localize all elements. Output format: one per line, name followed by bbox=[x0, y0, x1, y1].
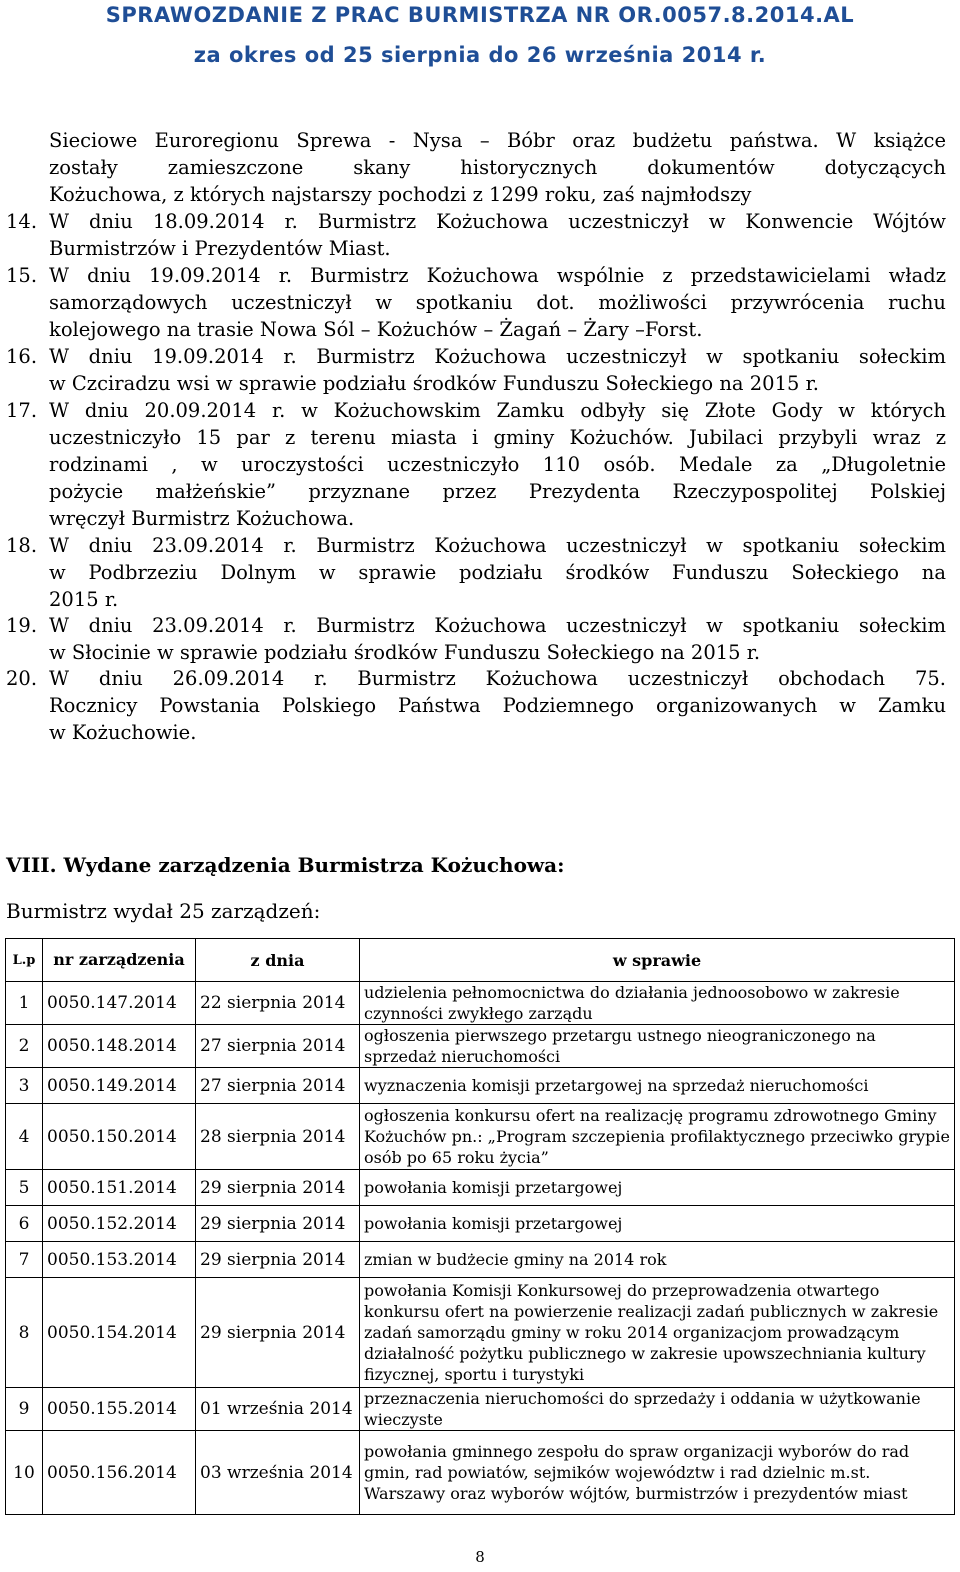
text-line: w Podbrzeziu Dolnym w sprawie podziału środków Funduszu Sołeckiego na bbox=[49, 561, 946, 584]
orders-table bbox=[5, 938, 955, 1515]
cell-subject: powołania komisji przetargowej bbox=[360, 1170, 955, 1206]
text-line: W dniu 26.09.2014 r. Burmistrz Kożuchowa uczestniczył obchodach 75. bbox=[49, 667, 946, 690]
text-line: Burmistrzów i Prezydentów Miast. bbox=[49, 237, 391, 260]
cell-nr: 0050.154.2014 bbox=[43, 1278, 196, 1388]
text-line: W dniu 20.09.2014 r. w Kożuchowskim Zamku odbyły się Złote Gody w których bbox=[49, 399, 946, 422]
text-line: w Słocinie w sprawie podziału środków Funduszu Sołeckiego na 2015 r. bbox=[49, 641, 761, 664]
cell-subject: powołania gminnego zespołu do spraw organizacji wyborów do rad gmin, rad powiatów, sejmików województw i rad dzielnic m.st. Warszawy oraz wyborów wójtów, burmistrzów i prezydentów miast bbox=[360, 1431, 955, 1515]
cell-nr: 0050.155.2014 bbox=[43, 1388, 196, 1431]
table-row bbox=[6, 1170, 955, 1206]
header-date: z dnia bbox=[196, 939, 360, 982]
cell-subject: powołania komisji przetargowej bbox=[360, 1206, 955, 1242]
cell-lp: 10 bbox=[6, 1431, 43, 1515]
item-number-18: 18. bbox=[6, 534, 38, 557]
table-body bbox=[6, 982, 955, 1515]
cell-lp: 5 bbox=[6, 1170, 43, 1206]
section-title: Wydane zarządzenia Burmistrza Kożuchowa: bbox=[56, 853, 565, 877]
cell-nr: 0050.151.2014 bbox=[43, 1170, 196, 1206]
cell-date: 29 sierpnia 2014 bbox=[196, 1278, 360, 1388]
cell-lp: 3 bbox=[6, 1068, 43, 1104]
text-line: Rocznicy Powstania Polskiego Państwa Podziemnego organizowanych w Zamku bbox=[49, 694, 946, 717]
paragraph-17 bbox=[49, 397, 946, 532]
text-line: uczestniczyło 15 par z terenu miasta i gminy Kożuchów. Jubilaci przybyli wraz z bbox=[49, 426, 946, 449]
cell-date: 28 sierpnia 2014 bbox=[196, 1104, 360, 1170]
cell-subject: ogłoszenia konkursu ofert na realizację programu zdrowotnego Gminy Kożuchów pn.: „Program szczepienia profilaktycznego przeciwko grypie osób po 65 roku życia” bbox=[360, 1104, 955, 1170]
cell-nr: 0050.148.2014 bbox=[43, 1025, 196, 1068]
text-line: pożycie małżeńskie” przyznane przez Prezydenta Rzeczypospolitej Polskiej bbox=[49, 480, 946, 503]
cell-subject: udzielenia pełnomocnictwa do działania jednoosobowo w zakresie czynności zwykłego zarządu bbox=[360, 982, 955, 1025]
page-number: 8 bbox=[475, 1548, 485, 1566]
paragraph-13 bbox=[49, 127, 946, 208]
cell-lp: 4 bbox=[6, 1104, 43, 1170]
text-line: wręczył Burmistrz Kożuchowa. bbox=[49, 507, 355, 530]
table-row bbox=[6, 982, 955, 1025]
text-line: w Kożuchowie. bbox=[49, 721, 197, 744]
cell-lp: 7 bbox=[6, 1242, 43, 1278]
cell-lp: 2 bbox=[6, 1025, 43, 1068]
header-nr: nr zarządzenia bbox=[43, 939, 196, 982]
cell-lp: 1 bbox=[6, 982, 43, 1025]
cell-subject: zmian w budżecie gminy na 2014 rok bbox=[360, 1242, 955, 1278]
text-line: w Czciradzu wsi w sprawie podziału środków Funduszu Sołeckiego na 2015 r. bbox=[49, 372, 819, 395]
section-intro: Burmistrz wydał 25 zarządzeń: bbox=[6, 899, 321, 923]
text-line: W dniu 23.09.2014 r. Burmistrz Kożuchowa uczestniczył w spotkaniu sołeckim bbox=[49, 534, 946, 557]
cell-nr: 0050.156.2014 bbox=[43, 1431, 196, 1515]
cell-nr: 0050.147.2014 bbox=[43, 982, 196, 1025]
cell-lp: 9 bbox=[6, 1388, 43, 1431]
item-number-19: 19. bbox=[6, 614, 38, 637]
cell-subject: wyznaczenia komisji przetargowej na sprzedaż nieruchomości bbox=[360, 1068, 955, 1104]
paragraph-19 bbox=[49, 612, 946, 666]
cell-subject: powołania Komisji Konkursowej do przeprowadzenia otwartego konkursu ofert na powierzenie realizacji zadań publicznych w zakresie zadań samorządu gminy w roku 2014 organizacjom prowadzącym działalność pożytku publicznego w zakresie upowszechniania kultury fizycznej, sportu i turystyki bbox=[360, 1278, 955, 1388]
table-row bbox=[6, 1025, 955, 1068]
cell-date: 01 września 2014 bbox=[196, 1388, 360, 1431]
cell-date: 27 sierpnia 2014 bbox=[196, 1068, 360, 1104]
text-line: W dniu 19.09.2014 r. Burmistrz Kożuchowa uczestniczył w spotkaniu sołeckim bbox=[49, 345, 946, 368]
table-row bbox=[6, 1104, 955, 1170]
item-number-14: 14. bbox=[6, 210, 38, 233]
table-row bbox=[6, 1431, 955, 1515]
cell-subject: ogłoszenia pierwszego przetargu ustnego nieograniczonego na sprzedaż nieruchomości bbox=[360, 1025, 955, 1068]
cell-date: 29 sierpnia 2014 bbox=[196, 1242, 360, 1278]
report-period: za okres od 25 sierpnia do 26 września 2014 r. bbox=[193, 43, 767, 67]
report-title: SPRAWOZDANIE Z PRAC BURMISTRZA NR OR.0057.8.2014.AL bbox=[105, 3, 855, 27]
text-line: rodzinami , w uroczystości uczestniczyło 110 osób. Medale za „Długoletnie bbox=[49, 453, 946, 476]
header-lp: L.p bbox=[6, 939, 43, 982]
section-heading bbox=[6, 853, 564, 877]
text-line: W dniu 18.09.2014 r. Burmistrz Kożuchowa uczestniczył w Konwencie Wójtów bbox=[49, 210, 946, 233]
text-line: samorządowych uczestniczył w spotkaniu dot. możliwości przywrócenia ruchu bbox=[49, 291, 946, 314]
table-row bbox=[6, 1068, 955, 1104]
item-number-20: 20. bbox=[6, 667, 38, 690]
section-number: VIII. bbox=[6, 853, 57, 877]
cell-date: 22 sierpnia 2014 bbox=[196, 982, 360, 1025]
header-subject: w sprawie bbox=[360, 939, 955, 982]
cell-nr: 0050.149.2014 bbox=[43, 1068, 196, 1104]
table-row bbox=[6, 1242, 955, 1278]
text-line: zostały zamieszczone skany historycznych dokumentów dotyczących bbox=[49, 156, 946, 179]
cell-lp: 6 bbox=[6, 1206, 43, 1242]
cell-subject: przeznaczenia nieruchomości do sprzedaży i oddania w użytkowanie wieczyste bbox=[360, 1388, 955, 1431]
text-line: 2015 r. bbox=[49, 588, 119, 611]
cell-lp: 8 bbox=[6, 1278, 43, 1388]
item-number-17: 17. bbox=[6, 399, 38, 422]
cell-date: 29 sierpnia 2014 bbox=[196, 1206, 360, 1242]
paragraph-15 bbox=[49, 262, 946, 343]
table-header-row bbox=[6, 939, 955, 982]
text-line: W dniu 19.09.2014 r. Burmistrz Kożuchowa wspólnie z przedstawicielami władz bbox=[49, 264, 946, 287]
cell-date: 29 sierpnia 2014 bbox=[196, 1170, 360, 1206]
paragraph-14 bbox=[49, 208, 946, 262]
cell-nr: 0050.150.2014 bbox=[43, 1104, 196, 1170]
paragraph-20 bbox=[49, 665, 946, 746]
text-line: kolejowego na trasie Nowa Sól – Kożuchów – Żagań – Żary –Forst. bbox=[49, 318, 703, 341]
paragraph-16 bbox=[49, 343, 946, 397]
text-line: Sieciowe Euroregionu Sprewa - Nysa – Bóbr oraz budżetu państwa. W książce bbox=[49, 129, 946, 152]
text-line: Kożuchowa, z których najstarszy pochodzi z 1299 roku, zaś najmłodszy bbox=[49, 183, 752, 206]
text-line: W dniu 23.09.2014 r. Burmistrz Kożuchowa uczestniczył w spotkaniu sołeckim bbox=[49, 614, 946, 637]
item-number-16: 16. bbox=[6, 345, 38, 368]
cell-date: 27 sierpnia 2014 bbox=[196, 1025, 360, 1068]
cell-nr: 0050.153.2014 bbox=[43, 1242, 196, 1278]
cell-date: 03 września 2014 bbox=[196, 1431, 360, 1515]
table-row bbox=[6, 1388, 955, 1431]
paragraph-18 bbox=[49, 532, 946, 613]
cell-nr: 0050.152.2014 bbox=[43, 1206, 196, 1242]
table-row bbox=[6, 1278, 955, 1388]
table-row bbox=[6, 1206, 955, 1242]
item-number-15: 15. bbox=[6, 264, 38, 287]
